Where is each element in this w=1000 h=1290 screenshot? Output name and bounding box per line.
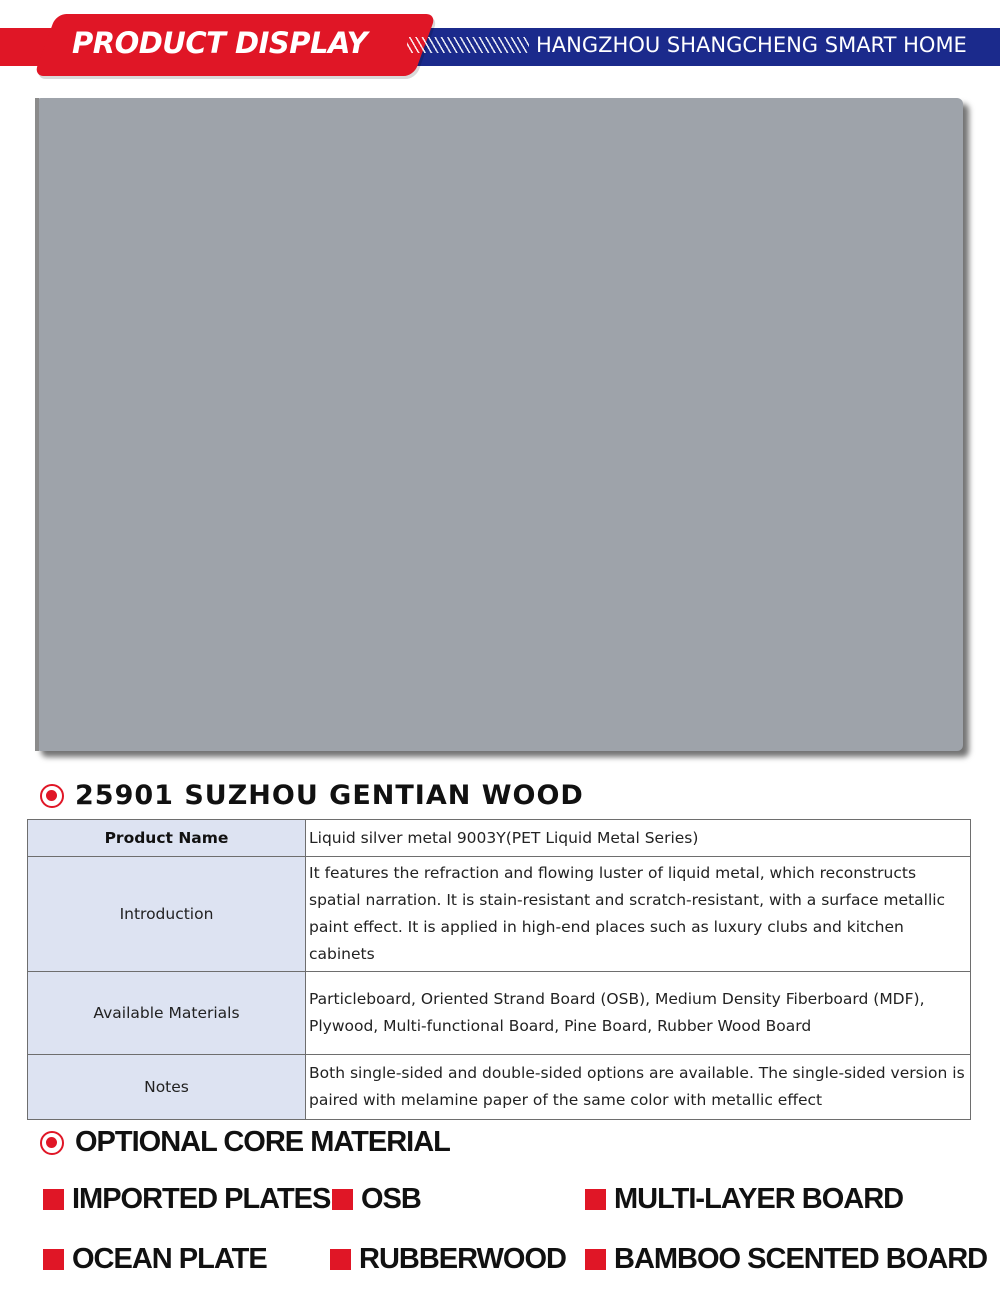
core-item-label: OSB [361, 1183, 421, 1215]
core-item-label: RUBBERWOOD [359, 1243, 566, 1275]
core-item-label: OCEAN PLATE [72, 1243, 267, 1275]
row-value-notes: Both single-sided and double-sided options are available. The single-sided version is paired with melamine paper of the same color with metallic effect [306, 1055, 971, 1120]
table-row [28, 972, 971, 1055]
slash-decoration [407, 37, 529, 53]
red-square-bullet-icon [330, 1249, 351, 1270]
core-item-rubberwood [330, 1243, 566, 1276]
header-banner [0, 0, 1000, 80]
row-value-available-materials: Particleboard, Oriented Strand Board (OSB), Medium Density Fiberboard (MDF), Plywood, Multi-functional Board, Pine Board, Rubber Wood Board [306, 972, 971, 1055]
red-square-bullet-icon [43, 1249, 64, 1270]
row-value-introduction: It features the refraction and flowing luster of liquid metal, which reconstructs spatial narration. It is stain-resistant and scratch-resistant, with a surface metallic paint effect. It is applied in high-end places such as luxury clubs and kitchen cabinets [306, 857, 971, 972]
row-label-introduction: Introduction [28, 857, 306, 972]
row-value-product-name: Liquid silver metal 9003Y(PET Liquid Metal Series) [306, 820, 971, 857]
core-item-osb [332, 1183, 421, 1216]
red-square-bullet-icon [585, 1249, 606, 1270]
core-item-bamboo-scented-board [585, 1243, 987, 1276]
red-square-bullet-icon [43, 1189, 64, 1210]
table-row [28, 857, 971, 972]
row-label-product-name: Product Name [28, 820, 306, 857]
core-item-ocean-plate [43, 1243, 267, 1276]
row-label-notes: Notes [28, 1055, 306, 1120]
core-item-label: BAMBOO SCENTED BOARD [614, 1243, 988, 1275]
table-row [28, 1055, 971, 1120]
core-material-heading-text: OPTIONAL CORE MATERIAL [75, 1126, 450, 1158]
spec-table [27, 819, 971, 1120]
row-label-available-materials: Available Materials [28, 972, 306, 1055]
banner-title: PRODUCT DISPLAY [72, 26, 368, 60]
red-square-bullet-icon [332, 1189, 353, 1210]
product-swatch-image [35, 98, 963, 751]
product-heading-text: 25901 SUZHOU GENTIAN WOOD [75, 780, 584, 811]
product-heading [40, 780, 584, 811]
company-name: HANGZHOU SHANGCHENG SMART HOME [536, 33, 967, 57]
core-item-multi-layer-board [585, 1183, 903, 1216]
core-item-imported-plates [43, 1183, 330, 1216]
core-item-label: MULTI-LAYER BOARD [614, 1183, 904, 1215]
red-square-bullet-icon [585, 1189, 606, 1210]
core-item-label: IMPORTED PLATES [72, 1183, 331, 1215]
target-bullet-icon [40, 1131, 64, 1155]
core-material-heading [40, 1126, 450, 1159]
table-row [28, 820, 971, 857]
target-bullet-icon [40, 784, 64, 808]
